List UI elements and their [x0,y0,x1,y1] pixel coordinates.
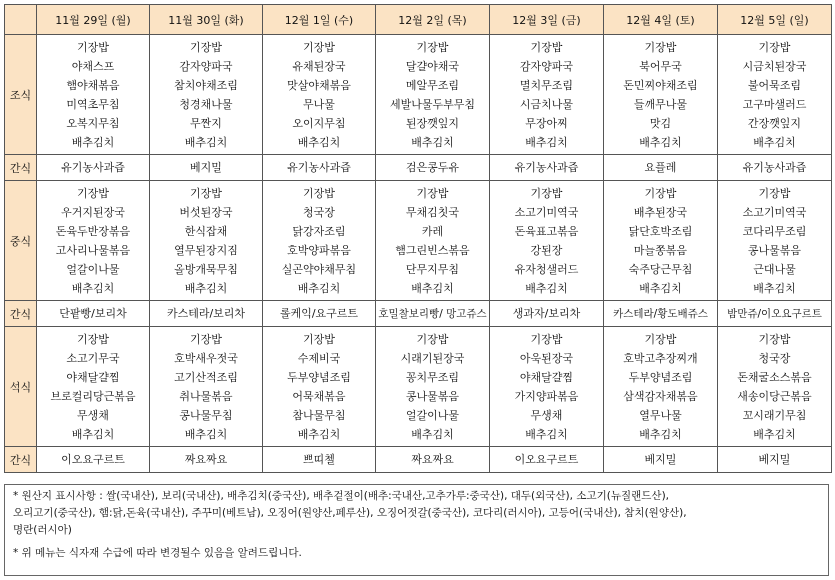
origin-line: * 원산지 표시사항 : 쌀(국내산), 보리(국내산), 배추김치(중국산), 배추겉절이(배추:국내산,고추가루:중국산), 대두(외국산), 소고기(뉴질랜드산), [13,490,669,502]
lunch-cell [376,181,490,301]
menu-item: 고기산적조림 [174,370,238,384]
menu-item: 시금치나물 [519,97,574,111]
menu-item: 새송이당근볶음 [737,389,812,403]
menu-item: 삼색감자채볶음 [623,389,698,403]
menu-item: 기장밥 [190,332,222,346]
menu-item: 두부양념조림 [628,370,693,384]
snack-row-evening [5,447,832,473]
menu-item: 오이지무침 [292,116,346,130]
date-header: 12월 3일 (금) [490,5,604,35]
weekly-menu-table [4,4,832,473]
menu-item: 호박양파볶음 [287,243,351,257]
change-notice: * 위 메뉴는 식자재 수급에 따라 변경될수 있음을 알려드립니다. [13,547,302,559]
breakfast-row [5,35,832,155]
dinner-row [5,327,832,447]
menu-item: 콩나물볶음 [747,243,802,257]
menu-item: 기장밥 [644,40,677,54]
menu-item: 기장밥 [303,186,335,200]
snack-cell: 생과자/보리차 [490,301,604,327]
lunch-cell [263,181,376,301]
menu-item: 호박새우젓국 [174,351,238,365]
menu-item: 버섯된장국 [179,205,233,219]
menu-item: 기장밥 [530,332,563,346]
origin-notes [4,484,829,576]
lunch-cell [604,181,718,301]
menu-item: 콩나물볶음 [405,389,460,403]
origin-line: 오리고기(중국산), 햄:닭,돈육(국내산), 주꾸미(베트남), 오징어(원양산,페루산), 오징어젓갈(중국산), 코다리(러시아), 고등어(국내산), 참치(원양산), [13,507,687,519]
date-header: 12월 2일 (목) [376,5,490,35]
menu-item: 배추김치 [753,427,796,441]
lunch-label: 중식 [5,181,37,301]
menu-item: 무생채 [77,408,109,422]
snack-row-afternoon [5,301,832,327]
snack-cell: 유기농사과즙 [718,155,832,181]
menu-item: 감자양파국 [179,59,233,73]
menu-item: 올방개묵무침 [174,262,238,276]
breakfast-cell [604,35,718,155]
menu-item: 야채달걀찜 [519,370,574,384]
menu-item: 배추김치 [411,427,454,441]
menu-item: 배추김치 [71,135,115,149]
menu-item: 기장밥 [416,186,449,200]
menu-item: 수제비국 [297,351,341,365]
menu-item: 열무나물 [639,408,682,422]
date-header: 12월 1일 (수) [263,5,376,35]
snack-cell: 유기농사과즙 [490,155,604,181]
menu-item: 가지양파볶음 [514,389,579,403]
menu-item: 오복지무침 [66,116,120,130]
menu-item: 기장밥 [77,40,109,54]
menu-item: 배추김치 [525,427,568,441]
breakfast-cell [150,35,263,155]
menu-item: 기장밥 [416,40,449,54]
menu-item: 돈육표고볶음 [514,224,579,238]
breakfast-cell [37,35,150,155]
menu-item: 돈채굴소스볶음 [737,370,812,384]
snack-cell: 카스테라/황도배쥬스 [604,301,718,327]
menu-item: 카레 [421,224,444,238]
menu-item: 배추김치 [525,281,568,295]
menu-item: 닭단호박조림 [628,224,693,238]
menu-item: 참나물무침 [292,408,346,422]
snack-label: 간식 [5,447,37,473]
menu-item: 햄그린빈스볶음 [395,243,470,257]
corner-cell [5,5,37,35]
menu-item: 기장밥 [303,332,335,346]
snack-cell: 검은콩두유 [376,155,490,181]
menu-item: 꽁치무조림 [405,370,460,384]
menu-item: 배추김치 [184,427,228,441]
menu-item: 달걀야채국 [405,59,460,73]
snack-cell: 유기농사과즙 [37,155,150,181]
snack-cell: 이오요구르트 [490,447,604,473]
snack-cell: 베지밀 [604,447,718,473]
menu-item: 기장밥 [758,332,791,346]
menu-item: 멸치무조림 [519,78,574,92]
menu-item: 기장밥 [77,332,109,346]
menu-item: 호박고추장찌개 [623,351,698,365]
menu-item: 간장깻잎지 [747,116,802,130]
dinner-label: 석식 [5,327,37,447]
menu-item: 닭강자조림 [292,224,346,238]
menu-item: 기장밥 [416,332,449,346]
menu-item: 무나물 [303,97,335,111]
breakfast-cell [490,35,604,155]
menu-item: 기장밥 [758,186,791,200]
menu-item: 된장깻잎지 [405,116,460,130]
menu-item: 기장밥 [303,40,335,54]
menu-item: 돈육두반장볶음 [55,224,131,238]
dinner-cell [150,327,263,447]
snack-cell: 밤만쥬/이오요구르트 [718,301,832,327]
menu-item: 얼갈이나물 [405,408,460,422]
snack-cell: 단팥빵/보리차 [37,301,150,327]
date-header: 12월 4일 (토) [604,5,718,35]
menu-item: 소고기무국 [66,351,120,365]
menu-item: 근대나물 [753,262,796,276]
menu-item: 청국장 [758,351,791,365]
menu-item: 유채된장국 [292,59,346,73]
menu-item: 코다리무조림 [742,224,807,238]
menu-item: 소고기미역국 [514,205,579,219]
menu-item: 취나물볶음 [179,389,233,403]
menu-item: 세발나물두부무침 [389,97,475,111]
menu-item: 맛살야채볶음 [287,78,351,92]
lunch-cell [490,181,604,301]
menu-item: 우거지된장국 [61,205,125,219]
menu-item: 청국장 [303,205,335,219]
menu-item: 무짠지 [190,116,222,130]
snack-cell: 호밀찰보리빵/ 망고쥬스 [376,301,490,327]
menu-item: 배추김치 [753,281,796,295]
date-header: 11월 29일 (월) [37,5,150,35]
menu-item: 불어묵조림 [747,78,802,92]
menu-item: 기장밥 [758,40,791,54]
menu-item: 배추김치 [525,135,568,149]
menu-item: 아욱된장국 [519,351,574,365]
menu-item: 기장밥 [644,332,677,346]
menu-item: 배추김치 [184,135,228,149]
lunch-cell [150,181,263,301]
menu-item: 배추김치 [639,427,682,441]
menu-item: 메알무조림 [405,78,460,92]
snack-cell: 카스테라/보리차 [150,301,263,327]
menu-item: 배추김치 [297,281,341,295]
menu-item: 들깨무나물 [633,97,688,111]
menu-item: 유자청샐러드 [514,262,579,276]
menu-item: 마늘쫑볶음 [633,243,688,257]
dinner-cell [263,327,376,447]
menu-item: 브로컬리당근볶음 [50,389,136,403]
date-header: 12월 5일 (일) [718,5,832,35]
menu-item: 미역초무침 [66,97,120,111]
menu-item: 북어무국 [639,59,682,73]
menu-item: 배추김치 [411,135,454,149]
menu-item: 야채달걀찜 [66,370,120,384]
menu-item: 한식잡채 [184,224,228,238]
menu-item: 실곤약야채무침 [281,262,357,276]
header-row [5,5,832,35]
menu-item: 참치야채조림 [174,78,238,92]
menu-item: 기장밥 [530,186,563,200]
menu-item: 콩나물무침 [179,408,233,422]
menu-item: 배추김치 [639,135,682,149]
breakfast-cell [718,35,832,155]
menu-item: 고구마샐러드 [742,97,807,111]
dinner-cell [37,327,150,447]
lunch-cell [718,181,832,301]
menu-item: 꼬시래기무침 [742,408,807,422]
menu-item: 청경채나물 [179,97,233,111]
menu-item: 배추김치 [753,135,796,149]
menu-item: 배추김치 [184,281,228,295]
dinner-cell [604,327,718,447]
menu-item: 기장밥 [190,186,222,200]
snack-cell: 짜요짜요 [150,447,263,473]
snack-cell: 짜요짜요 [376,447,490,473]
lunch-row [5,181,832,301]
menu-item: 열무된장지짐 [174,243,238,257]
snack-label: 간식 [5,155,37,181]
menu-item: 고사리나물볶음 [55,243,131,257]
snack-cell: 베지밀 [718,447,832,473]
menu-item: 감자양파국 [519,59,574,73]
breakfast-cell [263,35,376,155]
menu-item: 기장밥 [77,186,109,200]
menu-item: 배추된장국 [633,205,688,219]
menu-item: 돈민찌야채조림 [623,78,698,92]
menu-item: 맛김 [649,116,672,130]
menu-item: 기장밥 [530,40,563,54]
menu-item: 두부양념조림 [287,370,351,384]
snack-label: 간식 [5,301,37,327]
snack-cell: 베지밀 [150,155,263,181]
snack-cell: 쁘띠첼 [263,447,376,473]
menu-item: 배추김치 [297,135,341,149]
menu-item: 배추김치 [71,427,115,441]
menu-item: 야채스프 [71,59,115,73]
menu-item: 햄야채볶음 [66,78,120,92]
snack-cell: 유기농사과즙 [263,155,376,181]
menu-item: 배추김치 [71,281,115,295]
snack-row-morning [5,155,832,181]
menu-item: 기장밥 [644,186,677,200]
menu-item: 숙주당근무침 [628,262,693,276]
menu-item: 소고기미역국 [742,205,807,219]
menu-item: 시금치된장국 [742,59,807,73]
menu-item: 배추김치 [639,281,682,295]
menu-item: 어묵채볶음 [292,389,346,403]
menu-item: 무장아찌 [525,116,568,130]
origin-line: 명란(러시아) [13,524,72,536]
date-header: 11월 30일 (화) [150,5,263,35]
menu-item: 무채김칫국 [405,205,460,219]
breakfast-cell [376,35,490,155]
menu-item: 기장밥 [190,40,222,54]
menu-item: 무생채 [530,408,563,422]
menu-item: 배추김치 [411,281,454,295]
dinner-cell [718,327,832,447]
dinner-cell [376,327,490,447]
snack-cell: 요플레 [604,155,718,181]
menu-item: 강된장 [530,243,563,257]
dinner-cell [490,327,604,447]
snack-cell: 롤케익/요구르트 [263,301,376,327]
menu-item: 얼갈이나물 [66,262,120,276]
menu-item: 단무지무침 [405,262,460,276]
menu-item: 배추김치 [297,427,341,441]
breakfast-label: 조식 [5,35,37,155]
lunch-cell [37,181,150,301]
menu-item: 시래기된장국 [400,351,465,365]
snack-cell: 이오요구르트 [37,447,150,473]
